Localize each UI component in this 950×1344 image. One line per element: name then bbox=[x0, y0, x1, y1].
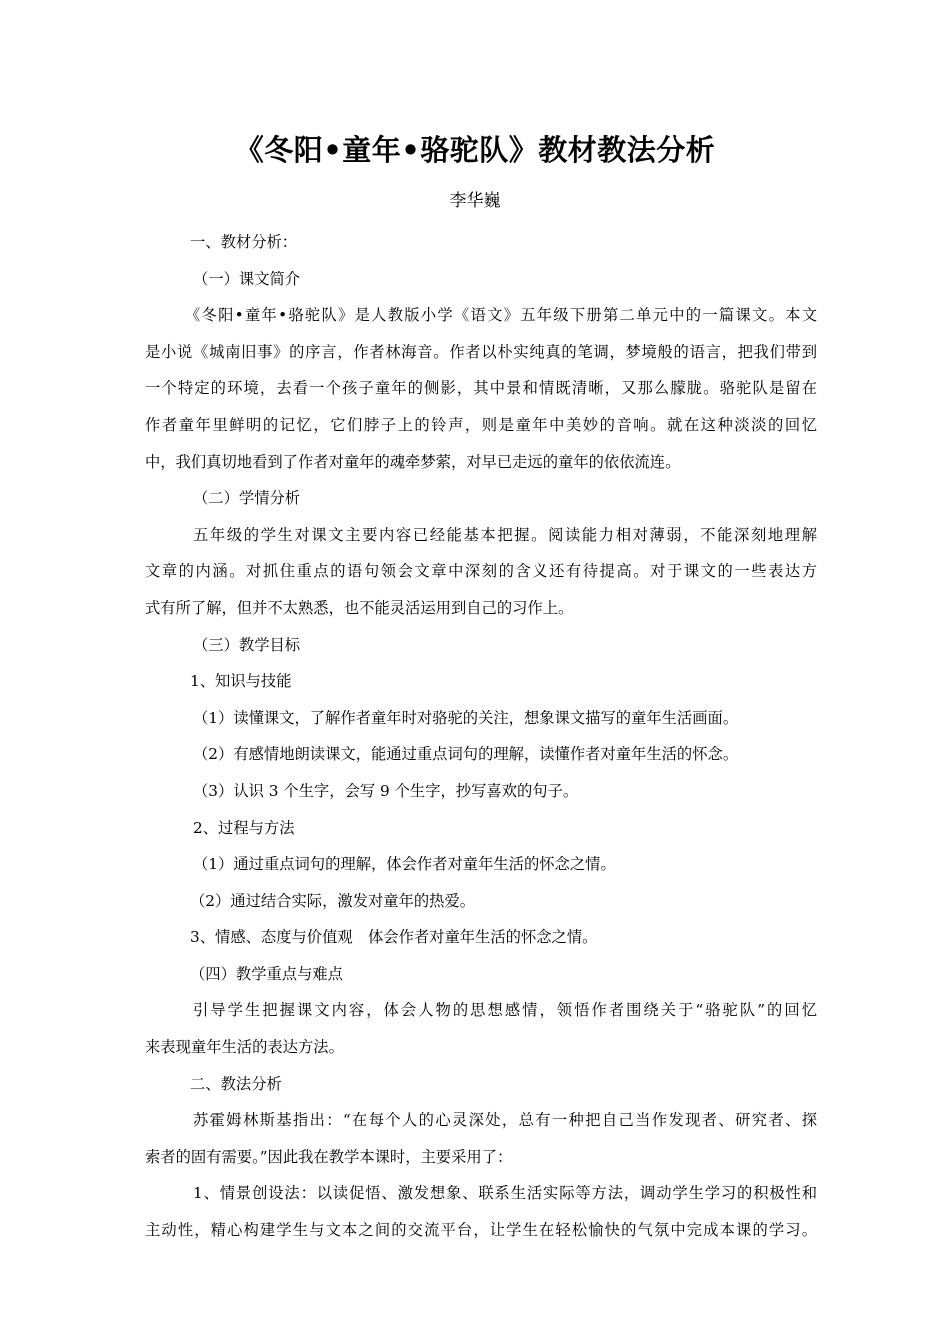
document-body bbox=[145, 224, 817, 1249]
body-line: 索者的固有需要。”因此我在教学本课时，主要采用了： bbox=[145, 1147, 513, 1166]
body-line: 式有所了解，但并不太熟悉，也不能灵活运用到自己的习作上。 bbox=[145, 598, 574, 617]
document-title: 《冬阳•童年•骆驼队》教材教法分析 bbox=[234, 133, 716, 167]
body-line: 苏霍姆林斯基指出：“在每个人的心灵深处，总有一种把自己当作发现者、研究者、探 bbox=[193, 1111, 817, 1130]
body-line: 2、过程与方法 bbox=[193, 818, 295, 837]
body-line: （二）学情分析 bbox=[193, 489, 301, 508]
body-line: （1）读懂课文，了解作者童年时对骆驼的关注，想象课文描写的童年生活画面。 bbox=[193, 708, 739, 727]
body-line: 文章的内涵。对抓住重点的语句领会文章中深刻的含义还有待提高。对于课文的一些表达方 bbox=[145, 562, 817, 581]
body-line: 引导学生把握课文内容，体会人物的思想感情，领悟作者围绕关于“骆驼队”的回忆 bbox=[193, 1001, 817, 1020]
body-line: （2）有感情地朗读课文，能通过重点词句的理解，读懂作者对童年生活的怀念。 bbox=[193, 745, 739, 764]
body-line: （三）教学目标 bbox=[193, 635, 301, 654]
body-line: （四）教学重点与难点 bbox=[190, 964, 343, 983]
body-line: 一个特定的环境，去看一个孩子童年的侧影，其中景和情既清晰，又那么朦胧。骆驼队是留在 bbox=[145, 379, 817, 398]
document-author: 李华巍 bbox=[449, 191, 501, 211]
body-line: （2）通过结合实际，激发对童年的热爱。 bbox=[190, 891, 476, 910]
body-line: 《冬阳•童年•骆驼队》是人教版小学《语文》五年级下册第二单元中的一篇课文。本文 bbox=[185, 306, 817, 325]
body-line: （一）课文简介 bbox=[193, 269, 301, 288]
body-line: 是小说《城南旧事》的序言，作者林海音。作者以朴实纯真的笔调，梦境般的语言，把我们带到 bbox=[145, 342, 817, 361]
body-line: 3、情感、态度与价值观 体会作者对童年生活的怀念之情。 bbox=[190, 928, 598, 947]
body-line: 1、知识与技能 bbox=[190, 672, 292, 691]
body-line: 1、情景创设法：以读促悟、激发想象、联系生活实际等方法，调动学生学习的积极性和 bbox=[193, 1184, 817, 1203]
body-line: 二、教法分析 bbox=[190, 1074, 282, 1093]
body-line: （3）认识 3 个生字，会写 9 个生字，抄写喜欢的句子。 bbox=[193, 781, 579, 800]
body-line: 主动性，精心构建学生与文本之间的交流平台，让学生在轻松愉快的气氛中完成本课的学习。 bbox=[145, 1221, 817, 1240]
body-line: 作者童年里鲜明的记忆，它们脖子上的铃声，则是童年中美妙的音响。就在这种淡淡的回忆 bbox=[145, 415, 817, 434]
body-line: 一、教材分析： bbox=[190, 233, 298, 251]
body-line: （1）通过重点词句的理解，体会作者对童年生活的怀念之情。 bbox=[193, 855, 616, 874]
body-line: 中，我们真切地看到了作者对童年的魂牵梦萦，对早已走远的童年的依依流连。 bbox=[145, 452, 681, 471]
body-line: 来表现童年生活的表达方法。 bbox=[145, 1038, 344, 1057]
body-line: 五年级的学生对课文主要内容已经能基本把握。阅读能力相对薄弱，不能深刻地理解 bbox=[193, 525, 817, 544]
